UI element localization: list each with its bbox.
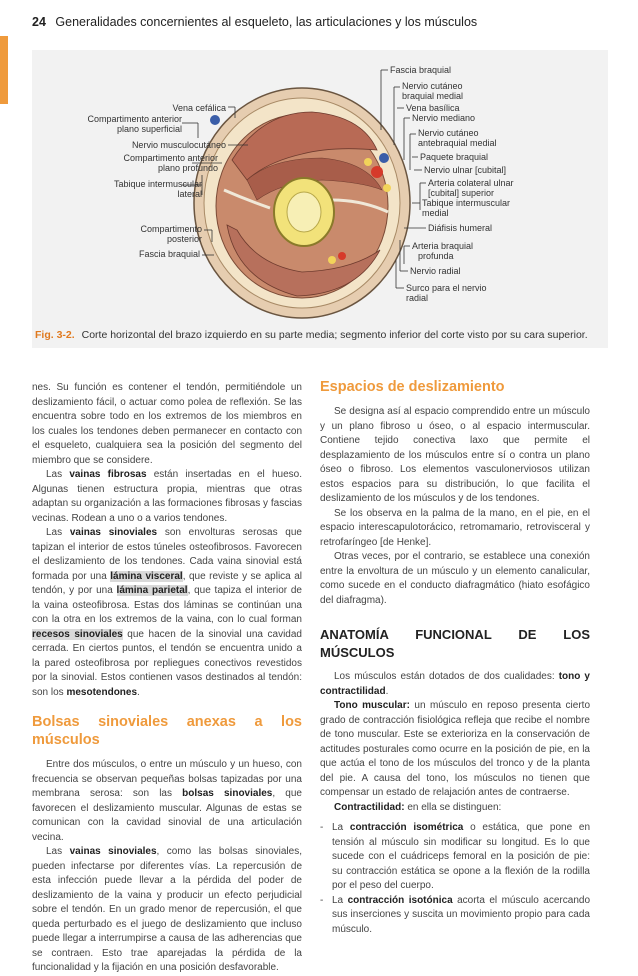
label-medial-antebrachial-cutaneous: Nervio cutáneo <box>418 128 479 138</box>
label-median-nerve: Nervio mediano <box>412 113 476 123</box>
label-posterior: posterior <box>166 234 202 244</box>
label-musculocutaneous-nerve: Nervio musculocutáneo <box>131 140 226 150</box>
label-medial-brachial: braquial medial <box>402 91 464 101</box>
label-ulnar-superior: [cubital] superior <box>428 188 495 198</box>
term-highlight: lámina parietal <box>116 585 188 596</box>
deep-brachial-artery <box>338 252 346 260</box>
paragraph: Contractilidad: en ella se distinguen: <box>334 801 502 813</box>
label-ulnar-nerve: Nervio ulnar [cubital] <box>424 165 507 175</box>
page-header <box>32 15 477 29</box>
label-basilic-vein: Vena basílica <box>406 103 460 113</box>
figure-number: Fig. 3-2. <box>35 329 75 341</box>
label-antebrachial-medial: antebraquial medial <box>418 138 497 148</box>
paragraph: Las vainas fibrosas están insertadas en el hueso. Algunas tienen estructura propia, mientras que otras adaptan su organización a las formaciones fibrosas y fascias vecinas. Rodean a uno o a varios tendones. <box>32 469 302 524</box>
chapter-tab <box>0 36 8 104</box>
term: tono y contractilidad <box>320 671 590 697</box>
left-column <box>32 381 302 976</box>
term: vainas fibrosas <box>69 469 147 480</box>
label-profunda: profunda <box>418 251 454 261</box>
section-heading: Espacios de deslizamiento <box>320 379 505 395</box>
paragraph: Se los observa en la palma de la mano, en el pie, en el espacio interescapulotorácico, retromamario, retrovisceral y retrofaríngeo [de Henke]. <box>320 507 590 548</box>
page-number: 24 <box>32 15 46 29</box>
label-lateral-septum: Tabique intermuscular <box>113 179 202 189</box>
term: bolsas sinoviales <box>182 788 273 799</box>
label-radial-groove: Surco para el nervio <box>406 283 487 293</box>
paragraph: Se designa así al espacio comprendido entre un músculo y un plano fibroso u óseo, o al espacio intermuscular. Contiene tejido conectiva laxo que permite el desplazamiento de los músculos entre sí o contra un plano óseo o fibroso. Los elementos vasculonerviosos utilizan estos espacios para su distribución, lo que facilita el deslizamiento de los músculos y de los tendones. <box>320 406 590 504</box>
term: vainas sinoviales <box>69 527 158 538</box>
paragraph: Las vainas sinoviales son envolturas serosas que tapizan el interior de estos túneles osteofibrosos. Favorecen el deslizamiento de los tendones. Cada vaina sinovial está formada por una lámina visceral, que reviste y se aplica al tendón, y por una lámina parietal, que tapiza el interior de la vaina osteofibrosa. Estas dos láminas se continúan una con la otra en los extremos de la vaina, con lo cual forman recesos sinoviales que hacen de la sinovial una cavidad cerrada. En ciertos puntos, el tendón se encuentra unido a la pared osteofibrosa por repliegues conectivos revestidos por la sinovial. Estos contienen vasos destinados al tendón: son los mesotendones. <box>32 527 302 698</box>
figure-panel <box>32 50 608 348</box>
brachial-artery <box>371 166 383 178</box>
paragraph: Entre dos músculos, o entre un músculo y un hueso, con frecuencia se observan pequeñas bolsas tapizadas por una membrana serosa: son las bolsas sinoviales, que favorecen el deslizamiento muscular. Algunas de estas se comunican con la cavidad sinovial de una articulación vecina. <box>32 759 302 843</box>
label-humeral-shaft: Diáfisis humeral <box>428 223 493 233</box>
label-deep-plane: plano profundo <box>157 163 218 173</box>
section-heading: ANATOMÍA FUNCIONAL DE LOS MÚSCULOS <box>320 627 590 660</box>
median-nerve <box>364 158 372 166</box>
running-title: Generalidades concernientes al esqueleto, las articulaciones y los músculos <box>55 15 478 29</box>
figure-caption <box>35 329 595 341</box>
label-cephalic-vein: Vena cefálica <box>172 103 226 113</box>
paragraph: Los músculos están dotados de dos cualidades: tono y contractilidad. <box>320 671 590 697</box>
term: vainas sinoviales <box>69 846 157 857</box>
label-anterior-compartment-superficial: Compartimento anterior <box>87 114 182 124</box>
radial-nerve <box>328 256 336 264</box>
contraction-list <box>320 821 590 937</box>
medullary-cavity <box>287 192 321 232</box>
label-fascia-left: Fascia braquial <box>138 249 200 259</box>
section-heading: Bolsas sinoviales anexas a los músculos <box>32 714 302 748</box>
label-superior-ulnar-collateral-artery: Arteria colateral ulnar <box>428 178 514 188</box>
term-highlight: lámina visceral <box>110 570 183 582</box>
paragraph: Tono muscular: un músculo en reposo presenta cierto grado de contracción fisiológica refleja que recibe el nombre de tono muscular. Este se exterioriza en la conservación de actitudes posturales como ocurre en la posición de pie, en la que actúa el tono de los músculos del tronco y de la planta del pie. A causa del tono, los músculos no tienen que compensar un estado de relajación antes de contraerse. <box>320 700 590 798</box>
label-medial-brachial-cutaneous: Nervio cutáneo <box>402 81 463 91</box>
label-superficial-plane: plano superficial <box>116 124 182 134</box>
paragraph: nes. Su función es contener el tendón, permitiéndole un deslizamiento fácil, o actuar como polea de reflexión. Se las encuentra sobre todo en los extremos de los miembros en los cuales los tendones deben permanecer en contacto con el esqueleto, cualquiera sea la posición del segmento del miembro que se considere. <box>32 382 302 466</box>
ulnar-nerve <box>383 184 391 192</box>
arm-cross-section-illustration <box>32 50 608 348</box>
label-medial: medial <box>422 208 449 218</box>
cephalic-vein <box>210 115 220 125</box>
label-brachial-bundle: Paquete braquial <box>420 152 489 162</box>
term: mesotendones <box>66 686 138 698</box>
term: contracción isotónica <box>347 894 453 906</box>
label-posterior-compartment: Compartimento <box>140 224 202 234</box>
right-column <box>320 378 590 937</box>
list-item: - La contracción isométrica o estática, que pone en tensión al músculo sin modificar su longitud. Es lo que sucede con el cuádriceps femoral en la posición de pie: su contracción estática se opone a la flexión de la rodilla por el peso del cuerpo. <box>320 821 590 894</box>
term-highlight: recesos sinoviales <box>32 628 123 640</box>
paragraph: Otras veces, por el contrario, se establece una conexión entre la envoltura de un músculo y un elemento canalicular, como sucede en el conducto diafragmático (hiato esofágico del diafragma). <box>320 551 590 606</box>
label-fascia-right: Fascia braquial <box>390 65 452 75</box>
label-medial-septum: Tabique intermuscular <box>422 198 511 208</box>
label-radial-nerve: Nervio radial <box>410 266 461 276</box>
term: Tono muscular: <box>334 700 410 711</box>
list-item: - La contracción isotónica acorta el músculo acercando sus inserciones y suscita un movimiento propio para cada músculo. <box>320 894 590 938</box>
label-deep-brachial-artery: Arteria braquial <box>412 241 474 251</box>
term: Contractilidad: <box>334 801 405 813</box>
label-anterior-compartment-deep: Compartimento anterior <box>123 153 218 163</box>
figure-caption-text: Corte horizontal del brazo izquierdo en su parte media; segmento inferior del corte visto por su cara superior. <box>81 329 588 341</box>
basilic-vein <box>379 153 389 163</box>
label-lateral: lateral <box>177 189 202 199</box>
term: contracción isométrica <box>349 822 464 833</box>
paragraph: Las vainas sinoviales, como las bolsas sinoviales, pueden infectarse por diferentes vías. La repercusión de esta infección puede llevar a la pérdida del poder de deslizamiento de la vaina y producir un efecto perjudicial sobre el tendón. En un grado menor de repercusión, el que queda perturbado es el juego de deslizamiento que incluso puede llegar a interrumpirse a causa de las adherencias que se contraen. Esto trae aparejadas la pérdida de la funcionalidad y la fijación en una posición desfavorable. <box>32 846 302 973</box>
label-radial: radial <box>406 293 429 303</box>
